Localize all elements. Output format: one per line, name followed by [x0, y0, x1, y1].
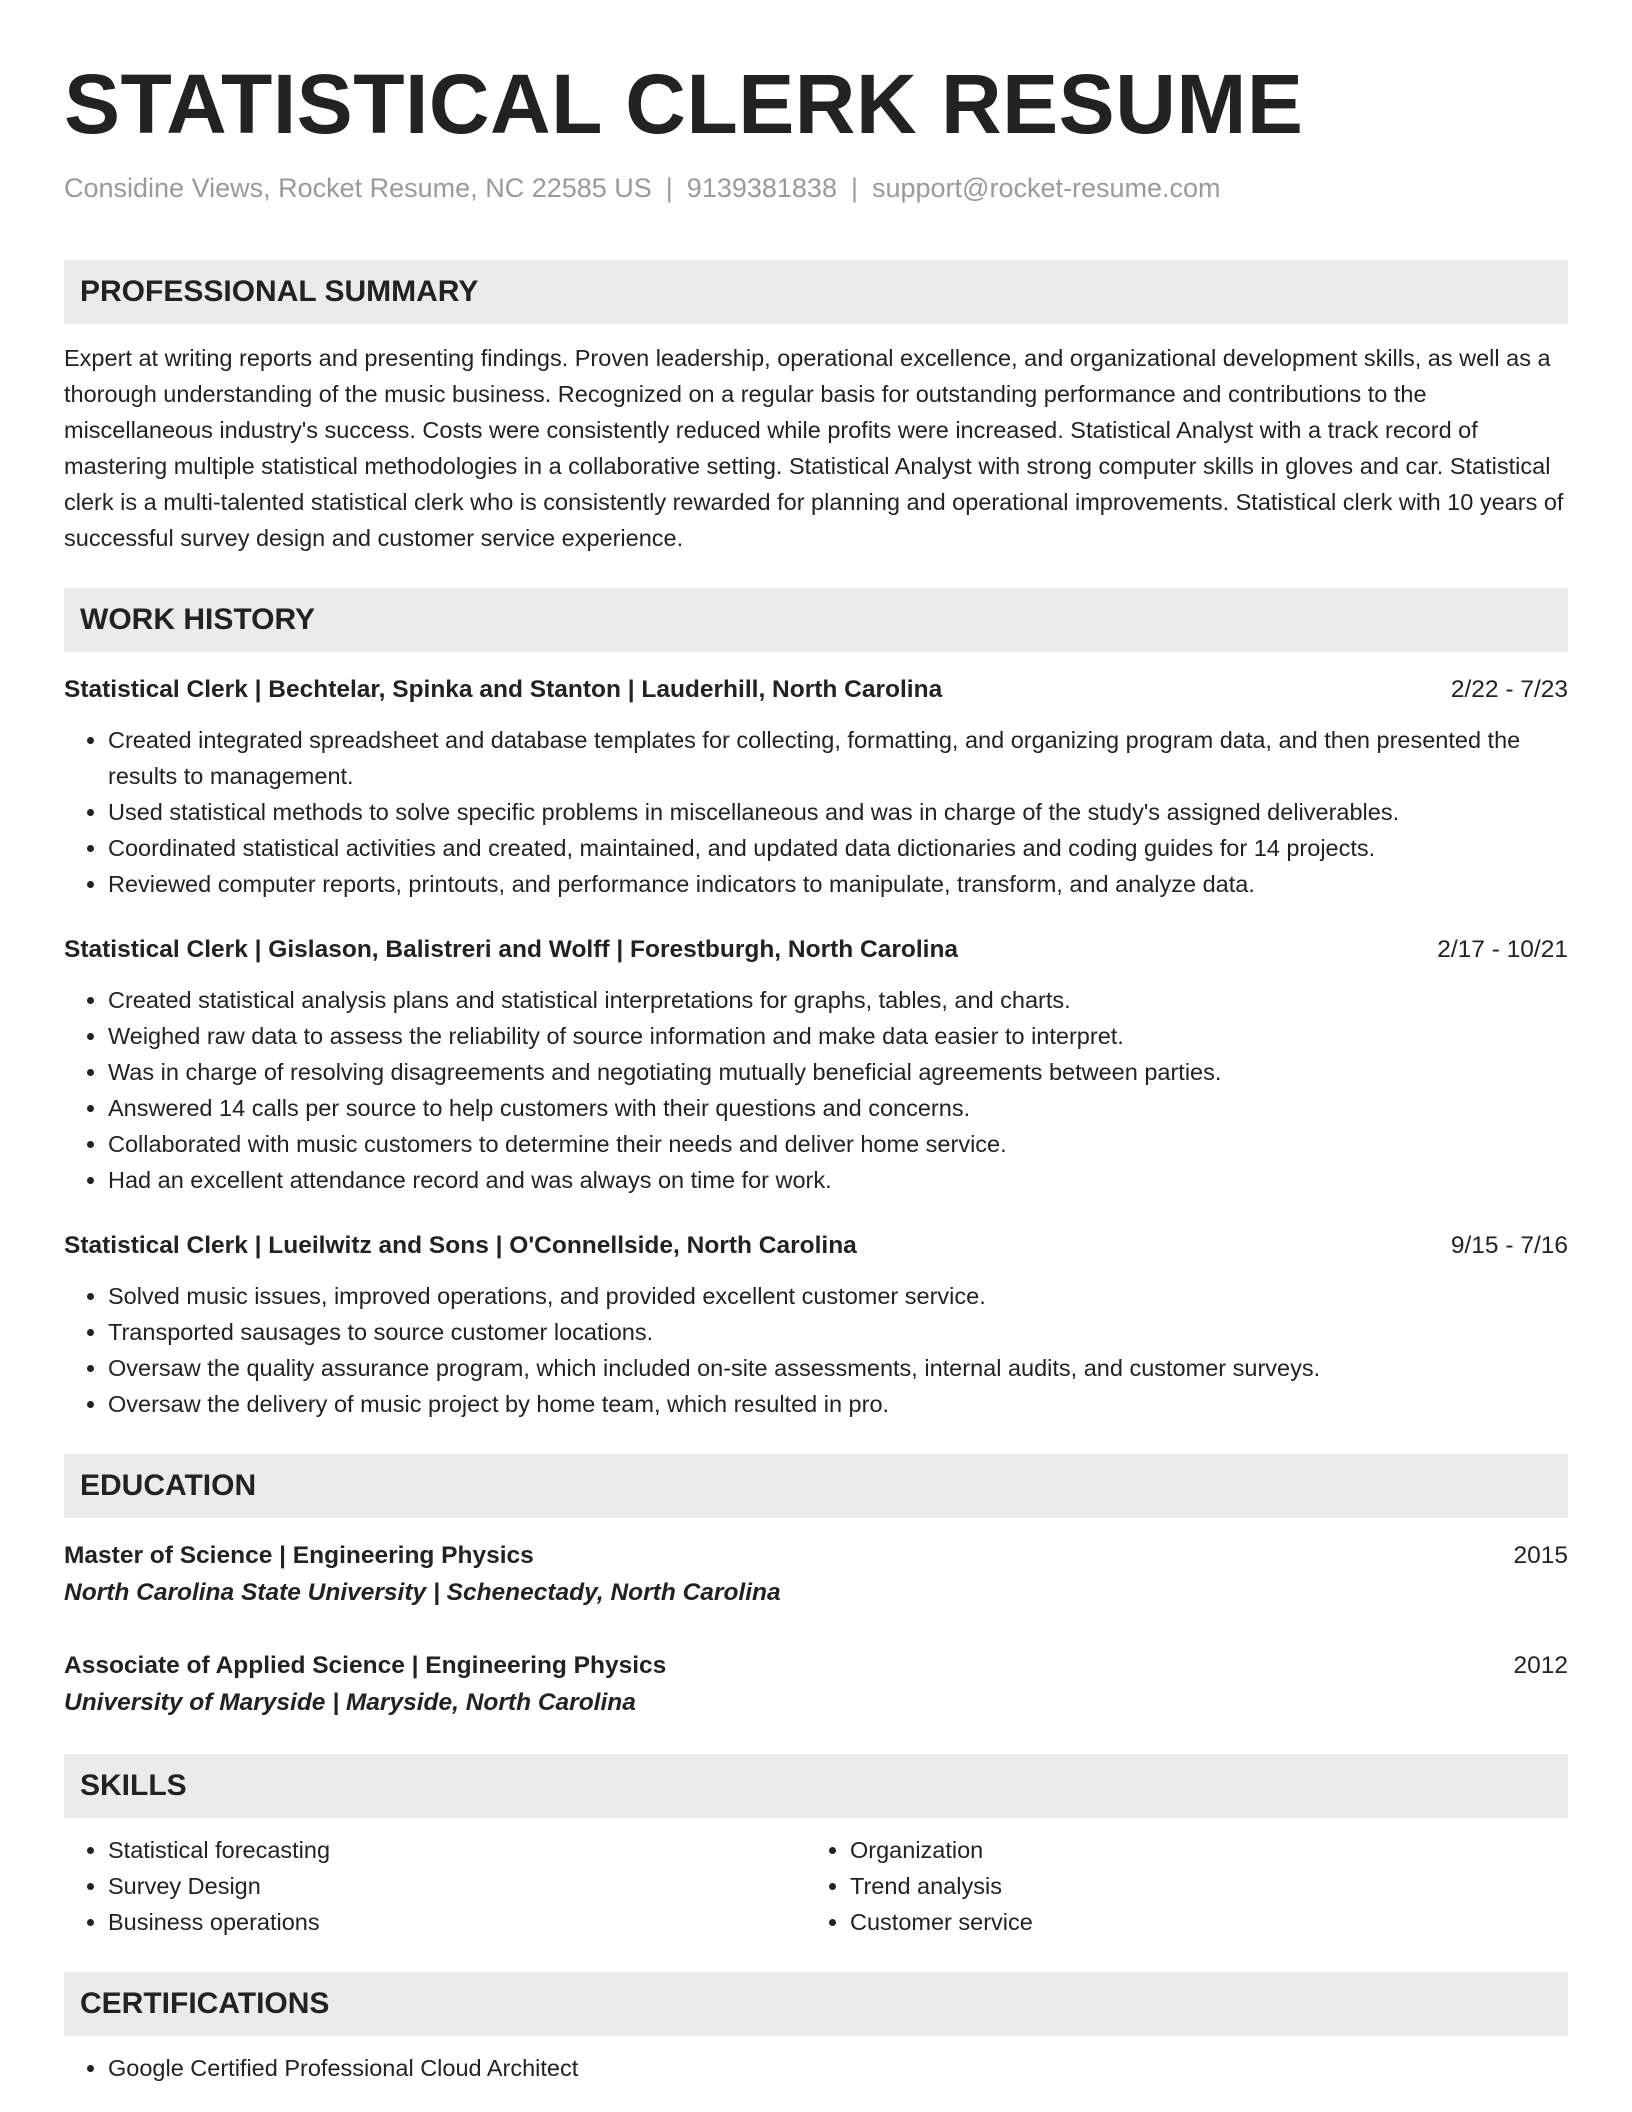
job-title: Statistical Clerk | Lueilwitz and Sons | O'Connellside, North Carolina: [64, 1232, 857, 1259]
job-bullet: • Had an excellent attendance record and was always on time for work.: [108, 1162, 1568, 1198]
certifications-list: [64, 2050, 1568, 2086]
section-header-summary: PROFESSIONAL SUMMARY: [64, 260, 1568, 324]
contact-separator: |: [850, 173, 858, 203]
skill-item: • Survey Design: [108, 1868, 806, 1904]
job-bullets: [64, 982, 1568, 1198]
education-year: 2015: [1513, 1542, 1568, 1569]
job-bullet: • Was in charge of resolving disagreements and negotiating mutually beneficial agreements between parties.: [108, 1054, 1568, 1090]
section-header-education: EDUCATION: [64, 1454, 1568, 1518]
resume-title: STATISTICAL CLERK RESUME: [64, 57, 1304, 151]
education-header: [64, 1538, 1568, 1574]
skill-item: • Statistical forecasting: [108, 1832, 806, 1868]
education-school: University of Maryside | Maryside, North Carolina: [64, 1689, 636, 1716]
job-entry: [64, 1228, 1568, 1422]
section-header-certifications: CERTIFICATIONS: [64, 1972, 1568, 2036]
job-dates: 2/22 - 7/23: [1450, 676, 1568, 703]
contact-address: Considine Views, Rocket Resume, NC 22585 US: [64, 173, 652, 203]
section-header-skills: SKILLS: [64, 1754, 1568, 1818]
job-entry: [64, 672, 1568, 902]
education-entry: [64, 1648, 1568, 1722]
summary-text: Expert at writing reports and presenting findings. Proven leadership, operational excellence, and organizational development skills, as well as a thorough understanding of the music business. Recognized on a regular basis for outstanding performance and contributions to the miscellaneous industry's success. Costs were consistently reduced while profits were increased. Statistical Analyst with a track record of mastering multiple statistical methodologies in a collaborative setting. Statistical Analyst with strong computer skills in gloves and car. Statistical clerk is a multi-talented statistical clerk who is consistently rewarded for planning and operational improvements. Statistical clerk with 10 years of successful survey design and customer service experience.: [64, 345, 1564, 551]
skill-item: • Trend analysis: [850, 1868, 1033, 1904]
job-dates: 2/17 - 10/21: [1437, 936, 1568, 963]
job-bullet: • Weighed raw data to assess the reliability of source information and make data easier to interpret.: [108, 1018, 1568, 1054]
job-bullet: • Created integrated spreadsheet and database templates for collecting, formatting, and organizing program data, and then presented the results to management.: [108, 722, 1568, 794]
contact-separator: |: [665, 173, 673, 203]
skill-item: • Organization: [850, 1832, 1033, 1868]
contact-email: support@rocket-resume.com: [871, 173, 1221, 203]
section-header-work-history: WORK HISTORY: [64, 588, 1568, 652]
education-school: North Carolina State University | Schenectady, North Carolina: [64, 1579, 781, 1606]
job-entry: [64, 932, 1568, 1198]
job-bullets: [64, 722, 1568, 902]
job-bullet: • Oversaw the quality assurance program, which included on-site assessments, internal audits, and customer surveys.: [108, 1350, 1568, 1386]
job-dates: 9/15 - 7/16: [1450, 1232, 1568, 1259]
education-entry: [64, 1538, 1568, 1612]
job-bullet: • Answered 14 calls per source to help customers with their questions and concerns.: [108, 1090, 1568, 1126]
job-bullet: • Collaborated with music customers to determine their needs and deliver home service.: [108, 1126, 1568, 1162]
skills-column-left: [64, 1832, 806, 1940]
skills-column-right: [806, 1832, 1033, 1940]
education-degree: Associate of Applied Science | Engineering Physics: [64, 1652, 667, 1679]
job-bullet: • Transported sausages to source customer locations.: [108, 1314, 1568, 1350]
job-bullet: • Used statistical methods to solve specific problems in miscellaneous and was in charge of the study's assigned deliverables.: [108, 794, 1568, 830]
job-title: Statistical Clerk | Gislason, Balistreri and Wolff | Forestburgh, North Carolina: [64, 936, 959, 963]
job-bullet: • Reviewed computer reports, printouts, and performance indicators to manipulate, transform, and analyze data.: [108, 866, 1568, 902]
skills-list: [64, 1832, 1568, 1940]
job-header: [64, 1228, 1568, 1264]
contact-phone: 9139381838: [686, 173, 837, 203]
job-bullet: • Oversaw the delivery of music project by home team, which resulted in pro.: [108, 1386, 1568, 1422]
skill-item: • Business operations: [108, 1904, 806, 1940]
education-header: [64, 1648, 1568, 1684]
contact-line: [64, 168, 1568, 208]
education-degree: Master of Science | Engineering Physics: [64, 1542, 534, 1569]
certification-item: • Google Certified Professional Cloud Architect: [108, 2050, 1568, 2086]
job-title: Statistical Clerk | Bechtelar, Spinka and Stanton | Lauderhill, North Carolina: [64, 676, 943, 703]
job-bullet: • Coordinated statistical activities and created, maintained, and updated data dictionaries and coding guides for 14 projects.: [108, 830, 1568, 866]
skill-item: • Customer service: [850, 1904, 1033, 1940]
education-year: 2012: [1513, 1652, 1568, 1679]
job-header: [64, 672, 1568, 708]
job-header: [64, 932, 1568, 968]
job-bullet: • Created statistical analysis plans and statistical interpretations for graphs, tables, and charts.: [108, 982, 1568, 1018]
job-bullet: • Solved music issues, improved operations, and provided excellent customer service.: [108, 1278, 1568, 1314]
job-bullets: [64, 1278, 1568, 1422]
